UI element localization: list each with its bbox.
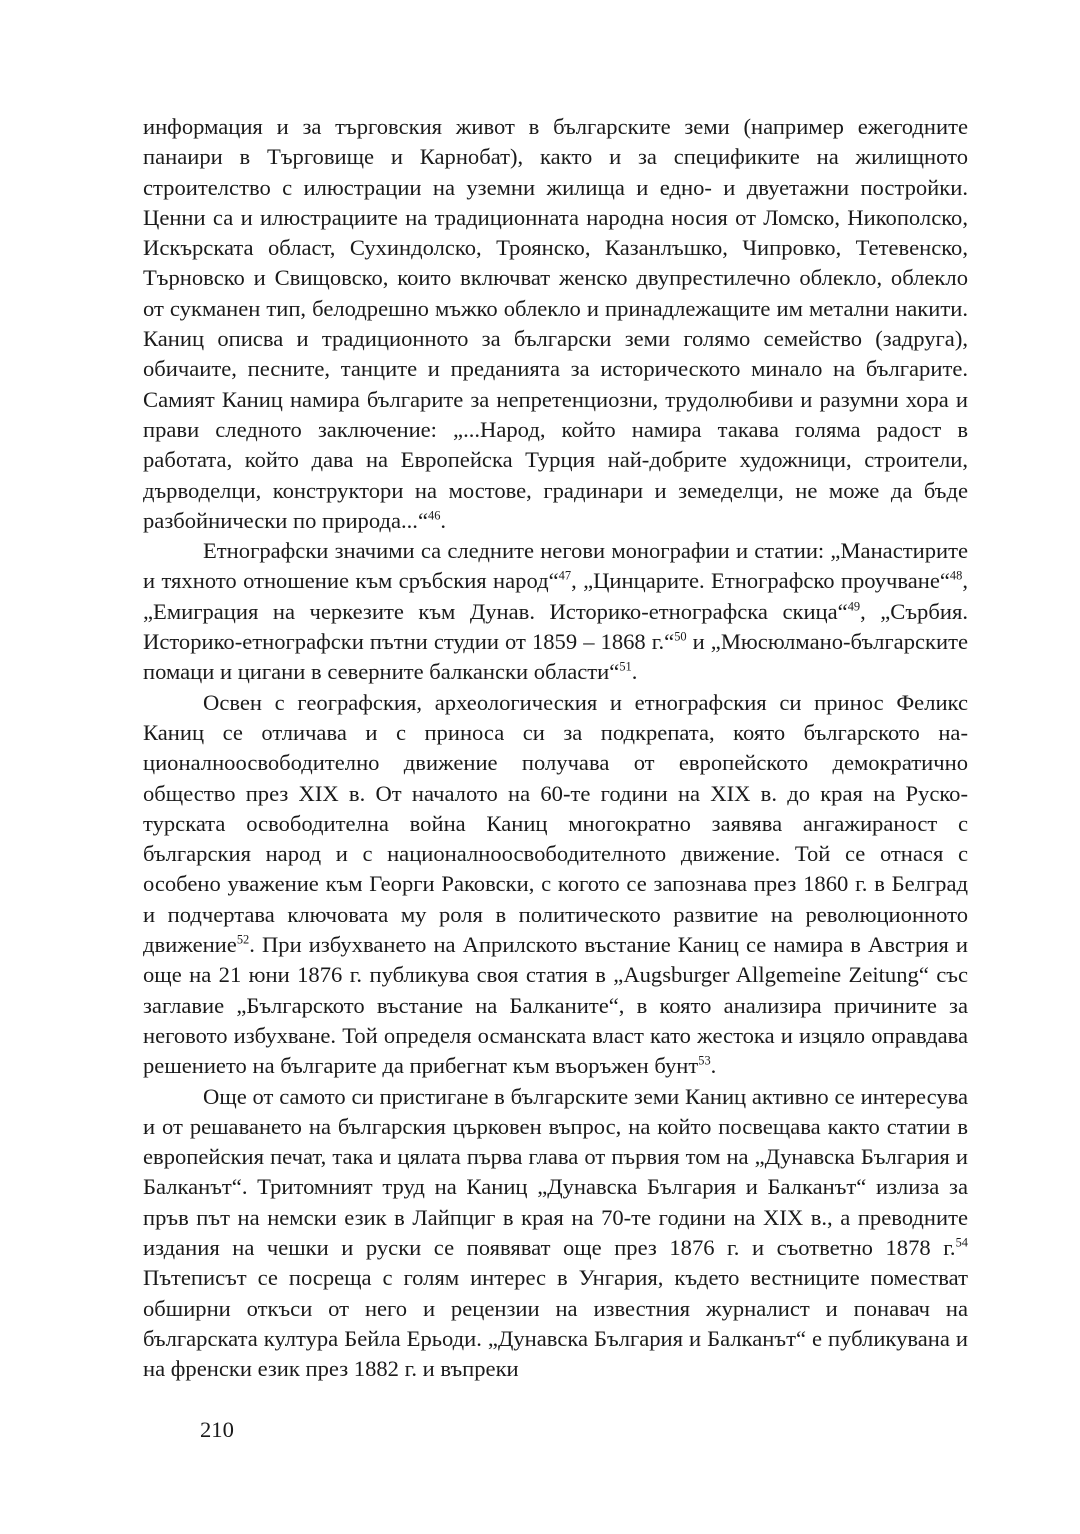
footnote-ref: 47 — [558, 568, 572, 583]
footnote-ref: 51 — [619, 659, 632, 674]
text-run: . — [631, 659, 638, 685]
footnote-ref: 50 — [674, 629, 687, 644]
text-run: Още от самото си пристигане в българските земи Каниц активно се интересува и от решаването на българския църковен въпрос, на който посвещава както статии в европейския печат, така и цялата първа глава от първия том на „Дунавска България и Балканът“. Тритомният труд на Каниц „Дунавска България и Балканът“ излиза за пръв път на немски език в Лайпциг в края на 70-те години на XIX в., а преводните издания на чешки и руски се появяват още през 1876 г. и съответно 1878 г. — [143, 1083, 968, 1260]
footnote-ref: 48 — [949, 568, 963, 583]
text-run: . При избухването на Априлското въстание Каниц се намира в Австрия и още на 21 юни 1876 г. публикува своя статия в „Augsburger Allgemeine Zeitung“ със заглавие „Българското въстание на Балканите“, в която анализира причините за неговото избухване. Той определя османската власт като жестока и изцяло оправдава решението на българите да прибегнат към въоръжен бунт — [143, 932, 968, 1079]
text-run: и „Мюсюлмано-българските помаци и цигани в северните балкански области“ — [143, 629, 968, 685]
text-run: , „Емиграция на черкезите към Дунав. Историко-етнографска скица“ — [143, 568, 968, 624]
footnote-ref: 53 — [698, 1053, 711, 1068]
footnote-ref: 54 — [955, 1235, 968, 1250]
text-run: , „Цинцарите. Етнографско проучване“ — [571, 568, 950, 594]
paragraph-1 — [143, 112, 968, 536]
text-run: Пътеписът се посреща с голям интерес в Унгария, където вестниците поместват обширни откъси от него и рецензии на известния журналист и понавач на българската култура Бейла Ерьоди. „Дунавска България и Балканът“ е публикувана и на френски език през 1882 г. и въпреки — [143, 1265, 968, 1382]
text-run: информация и за търговския живот в българските земи (например ежегодните панаири в Търговище и Карнобат), както и за спецификите на жилищното строителство с илюстрации на уземни жилища и едно- и двуетажни постройки. Ценни са и илюстрациите на традиционната народна носия от Ломско, Никополско, Искърската област, Сухиндолско, Троянско, Казанлъшко, Чипровко, Тетевенско, Търновско и Свищовско, които включват женско двупрестилечно облекло, облекло от сукманен тип, белодрешно мъжко облекло и принадлежащите им метални накити. Каниц описва и традиционното за български земи голямо семейство (задруга), обичаите, песните, танците и преданията за историческото минало на българите. Самият Каниц намира българите за непретенциозни, трудолюбиви и разумни хора и прави следното заключение: „...Народ, който намира такава голяма радост в работата, който дава на Европейска Турция най-добрите художници, строители, дърводелци, конструктори на мостове, градинари и земеделци, не може да бъде разбойнически по природа...“ — [143, 114, 968, 533]
footnote-ref: 49 — [847, 599, 861, 614]
text-run: . — [710, 1053, 717, 1079]
text-run: . — [440, 507, 447, 533]
footnote-ref: 46 — [427, 508, 441, 523]
text-run: Етнографски значими са следните негови монографии и статии: „Манастирите и тяхното отношение към сръбския народ“ — [143, 538, 968, 594]
text-run: , „Сърбия. Историко-етнографски пътни студии от 1859 – 1868 г.“ — [143, 598, 968, 655]
paragraph-3 — [143, 688, 968, 1082]
text-run: Освен с географския, археологическия и етнографския си принос Феликс Каниц се отличава и с приноса си за подкрепата, която българското националноосвободително движение получава от европейското демократично общество през XIX в. От началото на 60-те години на XIX в. до края на Руско-турската освободителна война Каниц многократно заявява ангажираност с българския народ и с националноосвободителното движение. Той се отнася с особено уважение към Георги Раковски, с когото се запознава през 1860 г. в Белград и подчертава ключовата му роля в политическото развитие на революционното движение — [143, 689, 968, 958]
page-number: 210 — [200, 1417, 234, 1442]
footnote-ref: 52 — [236, 932, 250, 947]
paragraph-2 — [143, 536, 968, 687]
body-text — [143, 112, 968, 1384]
paragraph-4 — [143, 1082, 968, 1385]
